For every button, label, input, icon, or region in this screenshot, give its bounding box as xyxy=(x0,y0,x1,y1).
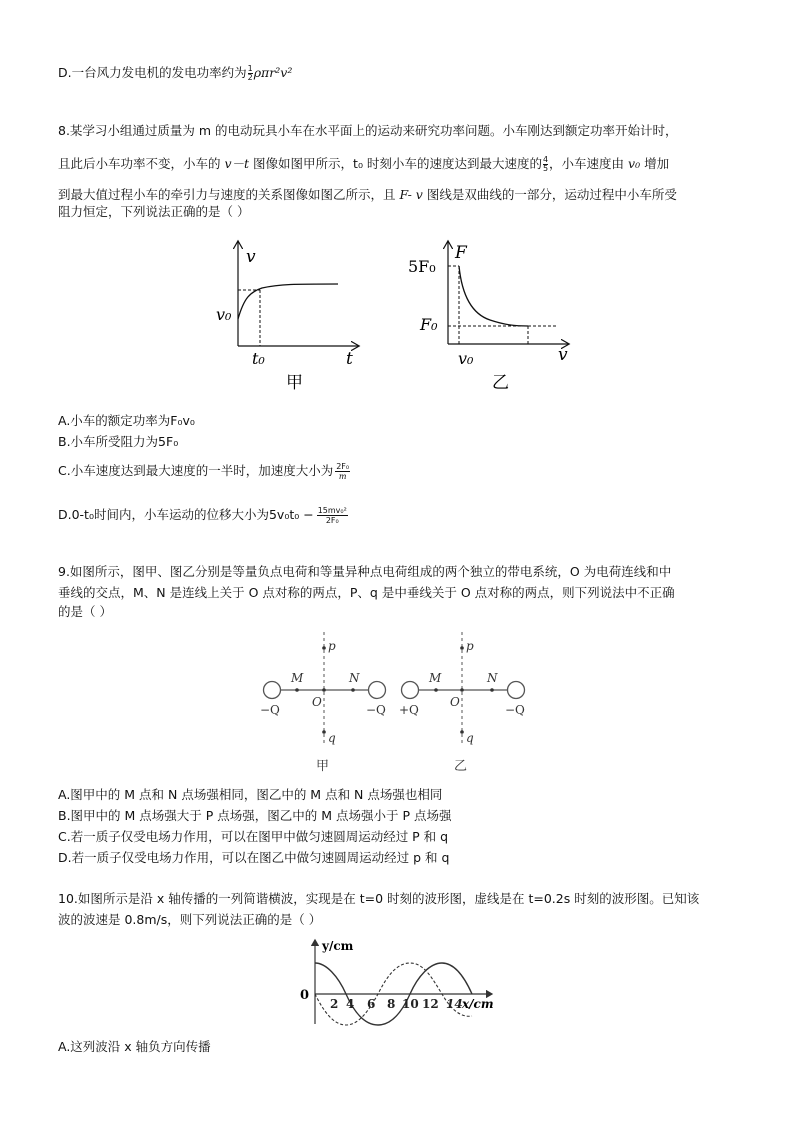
origin-label: 0 xyxy=(300,988,310,1003)
fig9-jia xyxy=(260,632,386,774)
q9-option-b: B.图甲中的 M 点场强大于 P 点场强，图乙中的 M 点场强小于 P 点场强 xyxy=(58,808,452,823)
o-label: O xyxy=(312,695,322,709)
n-label-yi: N xyxy=(487,671,498,685)
q10-line-1: 10.如图所示是沿 x 轴传播的一列简谐横波，实现是在 t=0 时刻的波形图，虚线是在 t=0.2s 时刻的波形图。已知该 xyxy=(58,891,700,906)
x-axis-label: x/cm xyxy=(462,997,494,1011)
axis-v-label-yi: v xyxy=(558,345,568,365)
right-charge-label-yi: −Q xyxy=(505,703,525,717)
q9-option-a: A.图甲中的 M 点和 N 点场强相同，图乙中的 M 点和 N 点场强也相同 xyxy=(58,787,443,802)
y-axis-label: y/cm xyxy=(322,939,354,953)
q9-figure xyxy=(256,628,536,776)
q8-c-fraction: $\frac{\text{2F₀}}{m}$ xyxy=(336,462,350,481)
m-label-yi: M xyxy=(429,671,442,685)
caption-jia: 甲 xyxy=(316,759,330,774)
q8-figure xyxy=(210,236,590,396)
tick-label: 4 xyxy=(346,997,355,1011)
p-label-yi: p xyxy=(466,639,474,653)
q8-option-c: C.小车速度达到最大速度的一半时，加速度大小为 $\frac{\text{2F₀}}{m}$ xyxy=(58,462,350,481)
caption-jia: 甲 xyxy=(286,373,303,393)
q9-option-d: D.若一质子仅受电场力作用，可以在图乙中做匀速圆周运动经过 p 和 q xyxy=(58,850,450,865)
q8-option-d: D.0-t₀时间内，小车运动的位移大小为5v₀t₀ − $\frac{\text{15mv₀²}}{\text{2F₀}}$ xyxy=(58,506,347,525)
fig9-yi xyxy=(399,632,525,774)
caption-yi: 乙 xyxy=(492,373,509,393)
axis-t-label: t xyxy=(346,349,353,369)
tick-label: 10 xyxy=(402,997,419,1011)
tick-label: 2 xyxy=(330,997,339,1011)
q8-line-4: 阻力恒定，下列说法正确的是（ ） xyxy=(58,204,250,219)
q10-line-2: 波的波速是 0.8m/s，则下列说法正确的是（ ） xyxy=(58,912,322,927)
q10-wave-figure xyxy=(296,936,500,1028)
n-label: N xyxy=(349,671,360,685)
axis-f-label: F xyxy=(455,243,467,263)
right-charge-label: −Q xyxy=(366,703,386,717)
q7-fraction: $\frac{1}{2}$ xyxy=(247,64,253,82)
q8-option-b: B.小车所受阻力为5F₀ xyxy=(58,434,179,449)
axis-v-label: v xyxy=(246,247,256,267)
q8-line-1: 8.某学习小组通过质量为 m 的电动玩具小车在水平面上的运动来研究功率问题。小车刚达到额定功率开始计时， xyxy=(58,123,678,138)
caption-yi: 乙 xyxy=(454,759,468,774)
tick-label: 6 xyxy=(367,997,376,1011)
q9-line-2: 垂线的交点，M、N 是连线上关于 O 点对称的两点，P、q 是中垂线关于 O 点对称的两点，则下列说法中不正确 xyxy=(58,585,675,600)
m-label: M xyxy=(291,671,304,685)
left-charge-label-yi: +Q xyxy=(399,703,419,717)
q8-line-3: 到最大值过程小车的牵引力与速度的关系图像如图乙所示，且 F- v 图线是双曲线的一部分，运动过程中小车所受 xyxy=(58,187,677,202)
p-label: p xyxy=(328,639,336,653)
q-label: q xyxy=(328,731,336,745)
q8-d-fraction: $\frac{\text{15mv₀²}}{\text{2F₀}}$ xyxy=(317,506,347,525)
q9-line-3: 的是（ ） xyxy=(58,604,112,619)
f0-label: F₀ xyxy=(420,315,438,334)
q9-line-1: 9.如图所示，图甲、图乙分别是等量负点电荷和等量异种点电荷组成的两个独立的带电系统，O 为电荷连线和中 xyxy=(58,564,672,579)
v0-label-yi: v₀ xyxy=(458,349,474,368)
t0-label: t₀ xyxy=(252,349,265,368)
q9-option-c: C.若一质子仅受电场力作用，可以在图甲中做匀速圆周运动经过 P 和 q xyxy=(58,829,449,844)
fig-yi xyxy=(408,242,568,393)
q-label-yi: q xyxy=(466,731,474,745)
5f0-label: 5F₀ xyxy=(408,257,436,276)
q8-option-a: A.小车的额定功率为F₀v₀ xyxy=(58,413,195,428)
q8-line-2: 且此后小车功率不变，小车的 v－t 图像如图甲所示，t₀ 时刻小车的速度达到最大速度的 $\frac{4}{5}$ ，小车速度由 v₀ 增加 xyxy=(58,155,670,173)
tick-label: 12 xyxy=(422,997,439,1011)
q10-option-a: A.这列波沿 x 轴负方向传播 xyxy=(58,1039,211,1054)
o-label-yi: O xyxy=(450,695,460,709)
left-charge-label: −Q xyxy=(260,703,280,717)
fig-jia xyxy=(216,242,358,393)
v0-label: v₀ xyxy=(216,305,232,324)
q7-option-d: D.一台风力发电机的发电功率约为 $\frac{1}{2}$ ρπr²v² xyxy=(58,64,293,82)
tick-label: 8 xyxy=(387,997,396,1011)
tick-label: 14 xyxy=(446,997,463,1011)
q8-fraction: $\frac{4}{5}$ xyxy=(542,155,549,173)
